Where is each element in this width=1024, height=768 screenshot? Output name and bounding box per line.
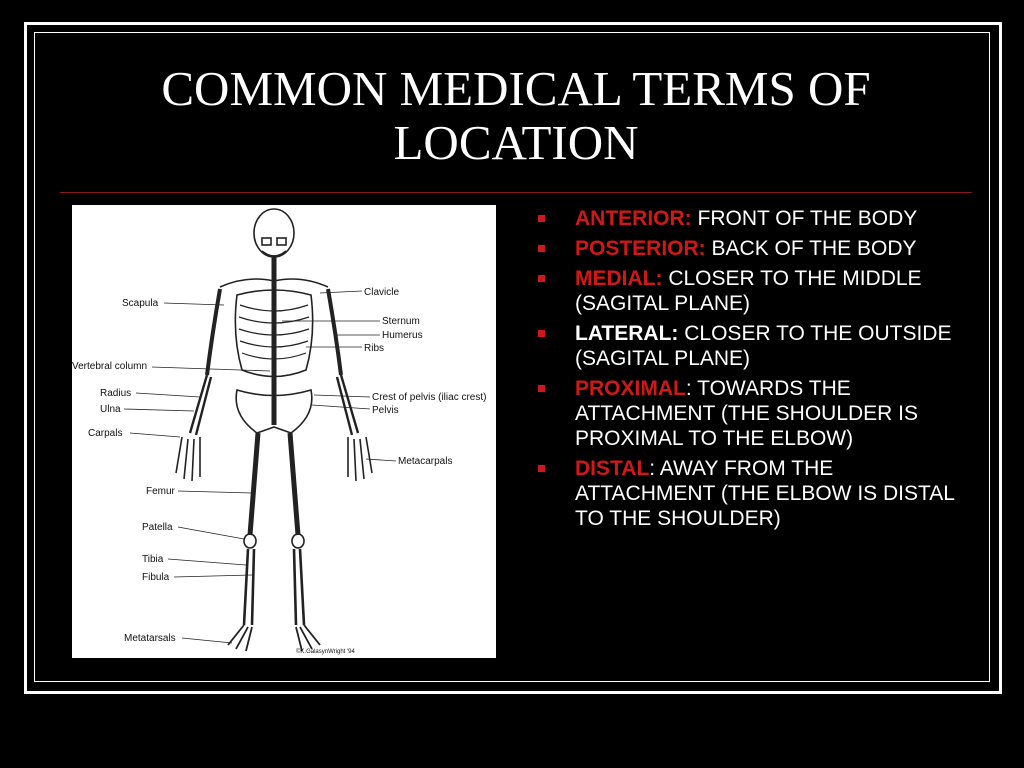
- patella-left: [244, 534, 256, 548]
- forearm-left: [190, 375, 211, 435]
- label-sternum: Sternum: [382, 316, 420, 327]
- skull: [254, 209, 294, 257]
- bullet-square-icon: [538, 275, 545, 282]
- label-carpals: Carpals: [88, 428, 123, 439]
- term-definition: : AWAY FROM THE ATTACHMENT (THE ELBOW IS DISTAL TO THE SHOULDER): [575, 457, 955, 530]
- slide-title: [60, 62, 972, 170]
- term-definition: BACK OF THE BODY: [705, 237, 917, 260]
- term-definition: FRONT OF THE BODY: [691, 207, 918, 230]
- eye-socket-right: [277, 238, 286, 245]
- label-radius: Radius: [100, 388, 132, 399]
- term-item-distal: [536, 456, 976, 531]
- humerus-right: [328, 289, 341, 375]
- label-metacarpals: Metacarpals: [398, 456, 453, 467]
- bullet-square-icon: [538, 385, 545, 392]
- term-definition: CLOSER TO THE MIDDLE (SAGITAL PLANE): [575, 267, 922, 315]
- bullet-square-icon: [538, 215, 545, 222]
- term-definition: : TOWARDS THE ATTACHMENT (THE SHOULDER IS PROXIMAL TO THE ELBOW): [575, 377, 919, 450]
- label-vertebral-column: Vertebral column: [72, 361, 148, 372]
- term-item-proximal: [536, 376, 976, 451]
- term-label: MEDIAL:: [575, 267, 663, 290]
- bullet-square-icon: [538, 465, 545, 472]
- tibia-fibula-right: [294, 549, 304, 625]
- label-fibula: Fibula: [142, 572, 170, 583]
- label-ribs: Ribs: [364, 343, 385, 354]
- term-label: DISTAL: [575, 457, 650, 480]
- foot-left: [228, 625, 252, 651]
- eye-socket-left: [262, 238, 271, 245]
- title-line-1: COMMON MEDICAL TERMS OF: [161, 61, 871, 116]
- hand-left: [176, 437, 200, 481]
- label-humerus: Humerus: [382, 330, 423, 341]
- forearm-right: [337, 375, 358, 435]
- label-tibia: Tibia: [142, 554, 164, 565]
- femur-left: [250, 433, 258, 535]
- terms-list: [536, 206, 976, 536]
- figure-credit: ©K.GalasynWright '94: [296, 649, 355, 655]
- label-clavicle: Clavicle: [364, 287, 400, 298]
- label-femur: Femur: [146, 486, 175, 497]
- femur-right: [290, 433, 298, 535]
- humerus-left: [207, 289, 220, 375]
- skeleton-diagram: [72, 205, 496, 658]
- label-metatarsals: Metatarsals: [124, 633, 176, 644]
- patella-right: [292, 534, 304, 548]
- bullet-square-icon: [538, 330, 545, 337]
- term-label: LATERAL:: [575, 322, 679, 345]
- skeleton-drawing: [72, 205, 496, 658]
- title-divider: [60, 192, 972, 193]
- title-line-2: LOCATION: [393, 115, 639, 170]
- label-scapula: Scapula: [122, 298, 159, 309]
- term-item-lateral: [536, 321, 976, 371]
- term-item-posterior: [536, 236, 976, 261]
- label-crest-of-pelvis: Crest of pelvis (iliac crest): [372, 392, 487, 403]
- term-label: PROXIMAL: [575, 377, 686, 400]
- label-patella: Patella: [142, 522, 173, 533]
- foot-right: [296, 625, 320, 651]
- term-label: POSTERIOR:: [575, 237, 706, 260]
- bullet-square-icon: [538, 245, 545, 252]
- tibia-fibula-left: [244, 549, 254, 625]
- term-definition: CLOSER TO THE OUTSIDE (SAGITAL PLANE): [575, 322, 952, 370]
- term-item-medial: [536, 266, 976, 316]
- label-pelvis: Pelvis: [372, 405, 399, 416]
- label-ulna: Ulna: [100, 404, 121, 415]
- term-item-anterior: [536, 206, 976, 231]
- term-label: ANTERIOR:: [575, 207, 692, 230]
